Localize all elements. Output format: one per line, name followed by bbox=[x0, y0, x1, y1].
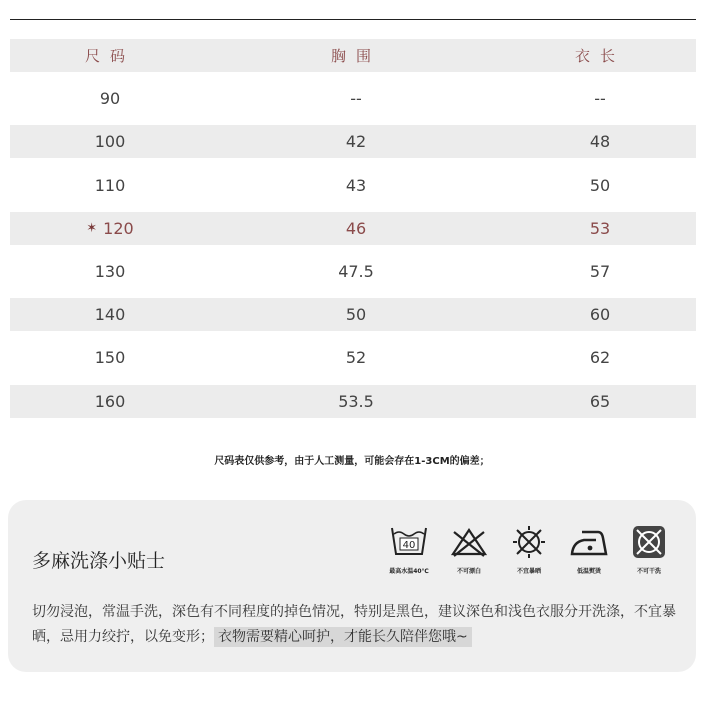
size-cell: 100 bbox=[94, 132, 126, 152]
no-tumble-dry-label: 不可干洗 bbox=[636, 568, 661, 575]
table-row bbox=[10, 385, 696, 418]
low-iron-icon bbox=[562, 524, 616, 575]
chest-cell: 42 bbox=[345, 132, 367, 152]
header-chest: 胸围 bbox=[330, 47, 381, 65]
svg-text:40: 40 bbox=[402, 540, 416, 551]
size-cell: 160 bbox=[94, 391, 126, 411]
care-icons bbox=[382, 524, 676, 575]
care-instructions bbox=[32, 600, 682, 650]
table-header bbox=[10, 39, 696, 72]
size-cell bbox=[60, 212, 160, 245]
length-cell: 57 bbox=[589, 261, 611, 281]
length-cell: 50 bbox=[589, 175, 611, 195]
length-cell: 60 bbox=[589, 305, 611, 325]
length-cell: -- bbox=[594, 89, 606, 109]
chest-cell: 52 bbox=[345, 348, 367, 368]
size-table bbox=[10, 39, 696, 428]
size-value: 120 bbox=[103, 218, 134, 238]
wash-40-icon bbox=[382, 524, 436, 575]
chest-cell: 50 bbox=[345, 305, 367, 325]
no-tumble-dry-icon-graphic bbox=[630, 524, 668, 560]
length-cell: 62 bbox=[589, 348, 611, 368]
no-tumble-dry-icon bbox=[622, 524, 676, 575]
header-length: 衣长 bbox=[574, 47, 625, 65]
table-row bbox=[10, 169, 696, 202]
table-row bbox=[10, 82, 696, 115]
table-row bbox=[10, 125, 696, 158]
no-sun-dry-label: 不宜暴晒 bbox=[516, 568, 541, 575]
table-row bbox=[10, 298, 696, 331]
wash-40-icon-graphic bbox=[390, 524, 428, 560]
chest-cell: 46 bbox=[345, 218, 367, 238]
no-bleach-icon bbox=[442, 524, 496, 575]
no-bleach-label: 不可漂白 bbox=[456, 568, 481, 575]
no-bleach-icon-graphic bbox=[450, 524, 488, 560]
chest-cell: -- bbox=[350, 89, 362, 109]
size-cell: 140 bbox=[94, 305, 126, 325]
table-row bbox=[10, 255, 696, 288]
size-cell: 130 bbox=[94, 261, 126, 281]
care-instructions-main: 切勿浸泡，常温手洗，深色有不同程度的掉色情况，特别是黑色，建议深色和浅色衣服分开洗涤，不宜暴晒，忌用力绞拧，以免变形； bbox=[32, 604, 676, 645]
length-cell: 65 bbox=[589, 391, 611, 411]
low-iron-label: 低温熨烫 bbox=[576, 568, 601, 575]
size-cell: 90 bbox=[99, 89, 121, 109]
chest-cell: 47.5 bbox=[338, 261, 374, 281]
star-icon: ✶ bbox=[86, 220, 98, 236]
care-title: 多麻洗涤小贴士 bbox=[32, 550, 166, 572]
no-sun-dry-icon bbox=[502, 524, 556, 575]
top-divider bbox=[10, 19, 696, 20]
table-row bbox=[10, 341, 696, 374]
chest-cell: 53.5 bbox=[338, 391, 374, 411]
care-tips-card bbox=[8, 500, 696, 672]
length-cell: 48 bbox=[589, 132, 611, 152]
size-cell: 150 bbox=[94, 348, 126, 368]
size-cell: 110 bbox=[94, 175, 126, 195]
care-instructions-highlight: 衣物需要精心呵护，才能长久陪伴您哦~ bbox=[214, 627, 472, 647]
no-sun-dry-icon-graphic bbox=[510, 524, 548, 560]
length-cell: 53 bbox=[589, 218, 611, 238]
table-row-recommended bbox=[10, 212, 696, 245]
low-iron-icon-graphic bbox=[570, 524, 608, 560]
header-size: 尺码 bbox=[84, 47, 135, 65]
size-note: 尺码表仅供参考，由于人工测量，可能会存在1-3CM的偏差； bbox=[214, 456, 490, 467]
wash-40-label: 最高水温40℃ bbox=[389, 568, 429, 575]
chest-cell: 43 bbox=[345, 175, 367, 195]
